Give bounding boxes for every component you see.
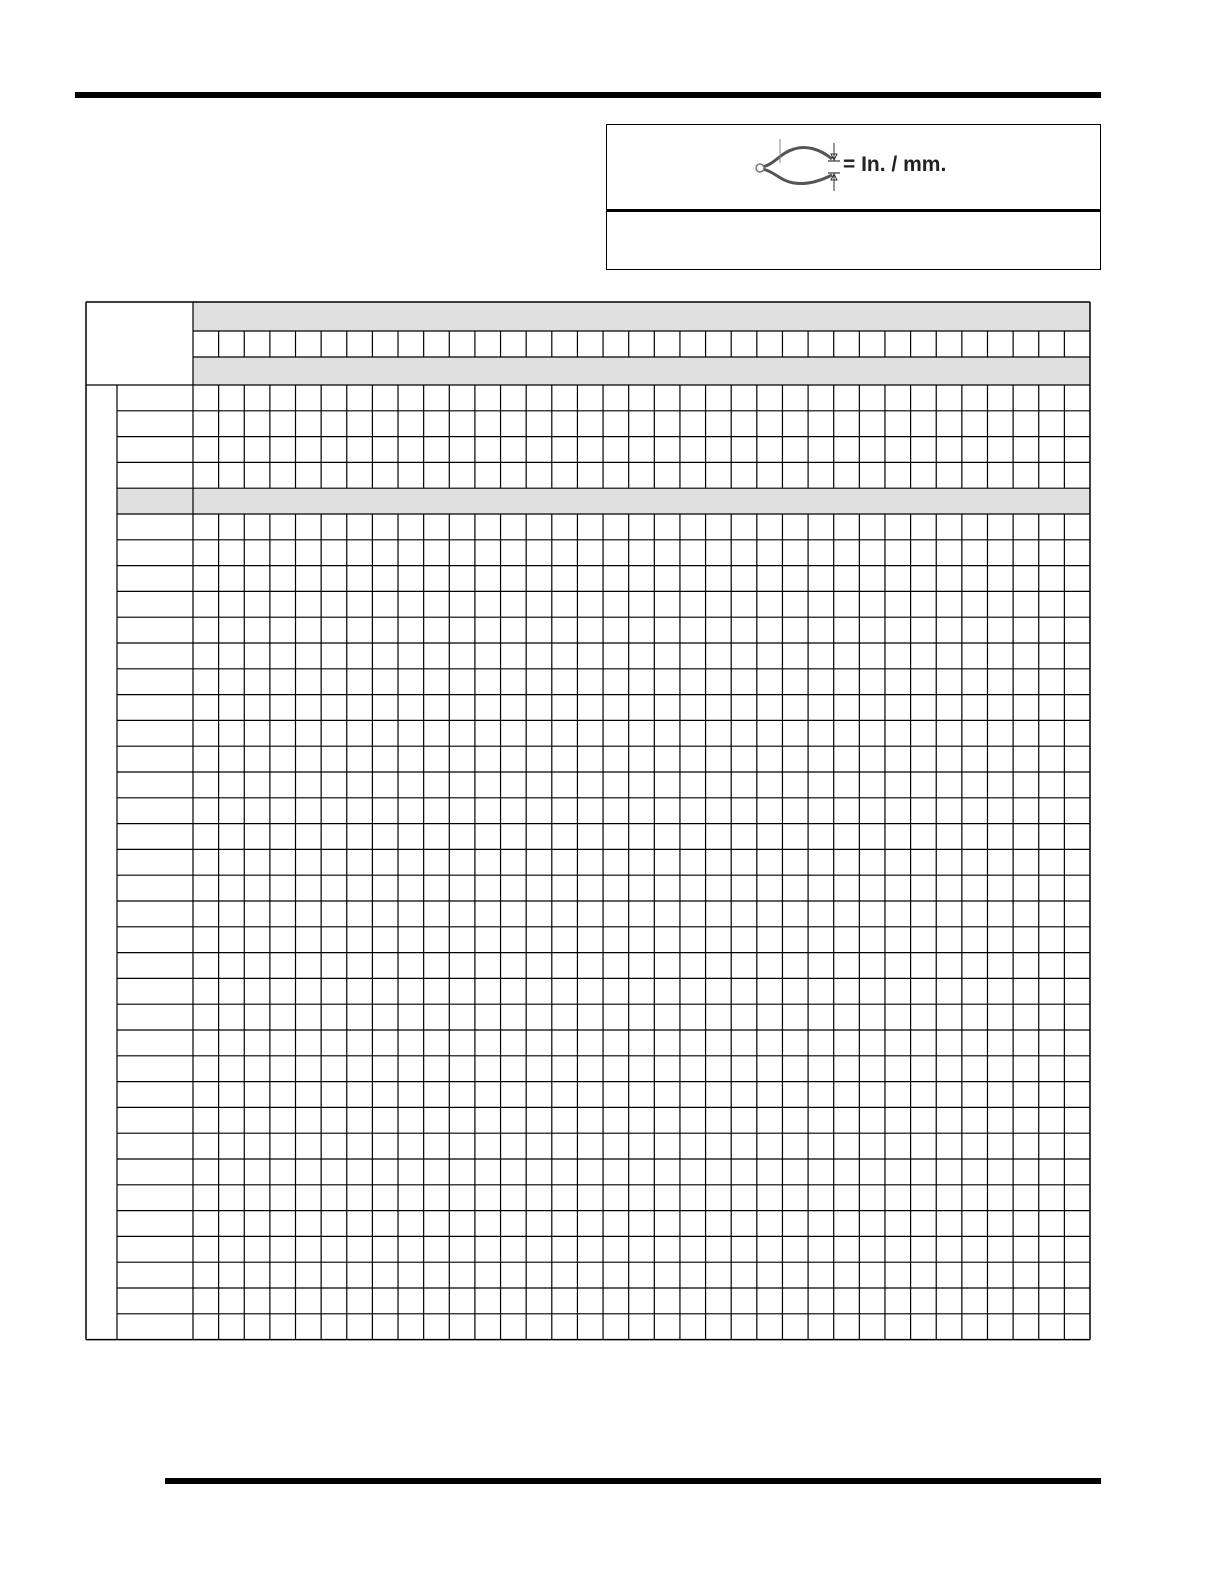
header-band-bottom <box>193 357 1090 385</box>
header-band-top <box>193 302 1090 331</box>
unit-label: = In. / mm. <box>843 153 947 176</box>
bottom-rule <box>165 1478 1101 1484</box>
section-separator-band <box>117 488 1090 514</box>
